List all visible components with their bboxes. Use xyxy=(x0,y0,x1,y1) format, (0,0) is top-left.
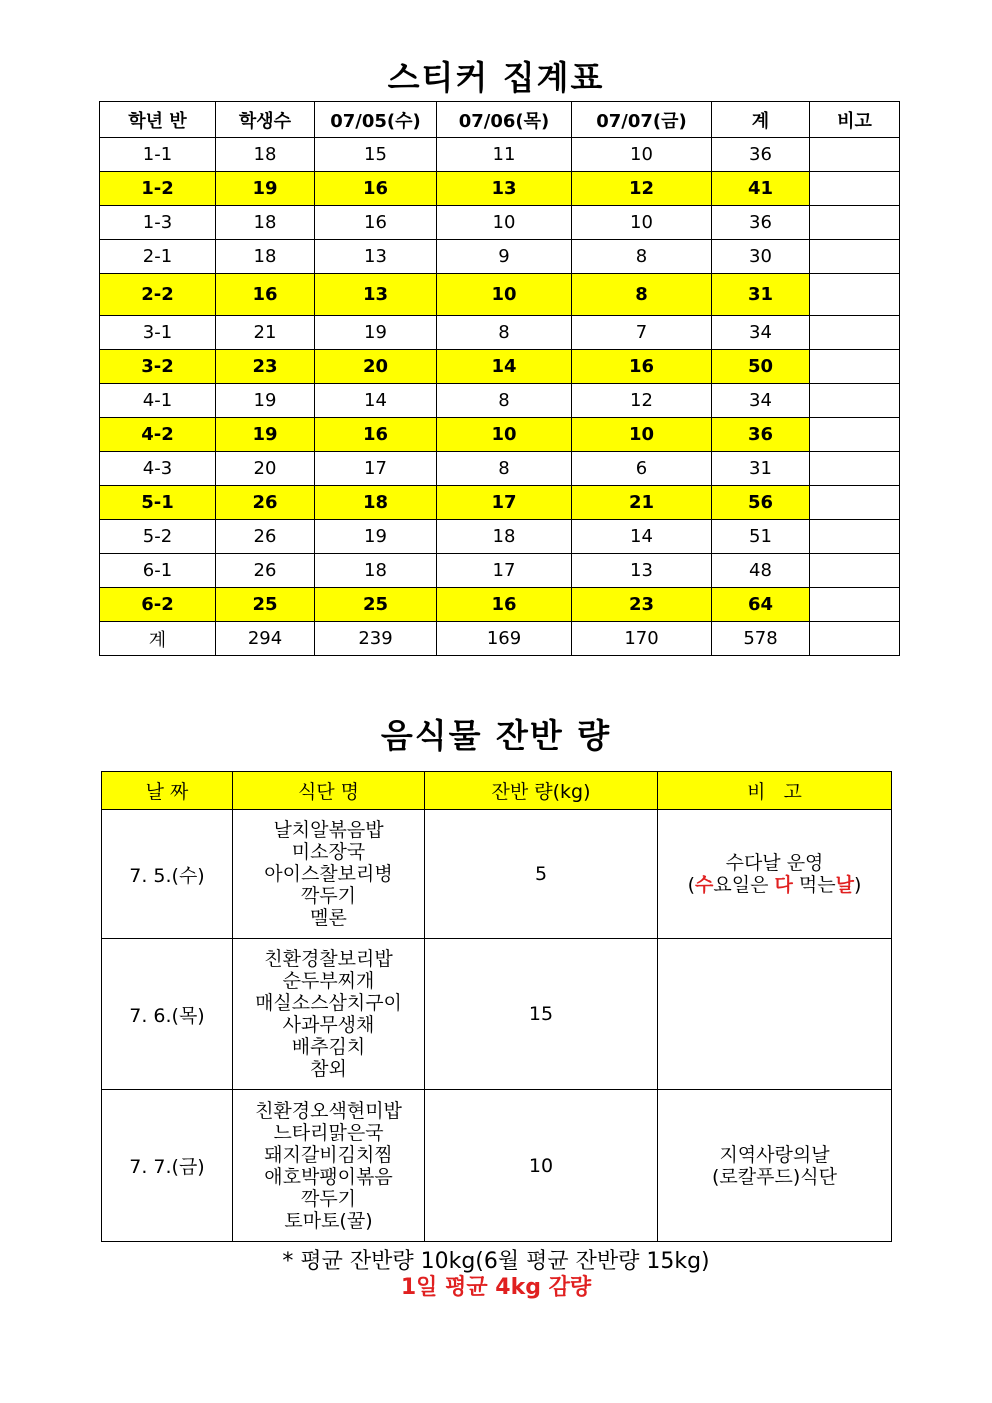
students-cell: 19 xyxy=(216,172,315,206)
remarks-text: ) xyxy=(853,874,862,896)
day-0705-cell: 15 xyxy=(315,138,437,172)
day-0706-cell: 10 xyxy=(437,274,572,316)
day-0706-cell: 8 xyxy=(437,452,572,486)
menu-item: 친환경오색현미밥 xyxy=(255,1099,402,1122)
table-row xyxy=(100,350,900,384)
sticker-table-title: 스티커 집계표 xyxy=(387,58,605,97)
students-cell: 26 xyxy=(216,554,315,588)
total-cell: 64 xyxy=(712,588,810,622)
note-cell xyxy=(810,520,900,554)
header-date: 날 짜 xyxy=(102,772,233,810)
amount-cell: 10 xyxy=(425,1090,658,1242)
menu-item: 아이스찰보리병 xyxy=(264,863,393,885)
note-cell xyxy=(810,418,900,452)
remarks-cell xyxy=(658,810,892,939)
emphasis-text: 다 xyxy=(774,874,793,896)
day-0706-cell: 16 xyxy=(437,588,572,622)
date-cell: 7. 5.(수) xyxy=(102,810,233,939)
total-cell: 41 xyxy=(712,172,810,206)
day-0705-cell: 17 xyxy=(315,452,437,486)
class-cell: 6-2 xyxy=(100,588,216,622)
day-0707-cell: 14 xyxy=(572,520,712,554)
students-cell: 20 xyxy=(216,452,315,486)
day-0707-cell: 7 xyxy=(572,316,712,350)
table-row xyxy=(100,240,900,274)
day-0705-cell: 19 xyxy=(315,520,437,554)
students-cell: 23 xyxy=(216,350,315,384)
menu-item: 멜론 xyxy=(310,907,347,929)
remarks-text: 지역사랑의날 xyxy=(719,1143,830,1166)
students-cell: 18 xyxy=(216,240,315,274)
students-cell: 19 xyxy=(216,384,315,418)
average-waste-note: * 평균 잔반량 10kg(6월 평균 잔반량 15kg) xyxy=(282,1249,710,1274)
note-cell xyxy=(810,206,900,240)
day-0705-cell: 16 xyxy=(315,418,437,452)
class-cell: 5-2 xyxy=(100,520,216,554)
class-cell: 1-3 xyxy=(100,206,216,240)
day-0707-cell: 6 xyxy=(572,452,712,486)
remarks-text: 요일은 xyxy=(713,874,775,896)
remarks-text: ( xyxy=(687,874,696,896)
class-cell: 4-2 xyxy=(100,418,216,452)
menu-item: 느타리맑은국 xyxy=(273,1121,384,1144)
day-0707-cell: 13 xyxy=(572,554,712,588)
day-0707-cell: 10 xyxy=(572,138,712,172)
table-row xyxy=(100,274,900,316)
total-day-0705-cell: 239 xyxy=(315,622,437,656)
day-0706-cell: 10 xyxy=(437,418,572,452)
day-0707-cell: 21 xyxy=(572,486,712,520)
class-cell: 3-1 xyxy=(100,316,216,350)
total-row xyxy=(100,622,900,656)
note-cell xyxy=(810,554,900,588)
remarks-text: (로칼푸드)식단 xyxy=(712,1165,837,1188)
sticker-header-row xyxy=(100,102,900,138)
menu-cell xyxy=(233,810,425,939)
note-cell xyxy=(810,350,900,384)
total-day-0707-cell: 170 xyxy=(572,622,712,656)
day-0705-cell: 18 xyxy=(315,486,437,520)
total-cell: 31 xyxy=(712,452,810,486)
table-row xyxy=(100,418,900,452)
table-row xyxy=(100,172,900,206)
header-menu: 식단 명 xyxy=(233,772,425,810)
amount-cell: 5 xyxy=(425,810,658,939)
class-cell: 5-1 xyxy=(100,486,216,520)
total-cell: 34 xyxy=(712,316,810,350)
header-note: 비고 xyxy=(810,102,900,138)
table-row xyxy=(100,554,900,588)
day-0706-cell: 14 xyxy=(437,350,572,384)
note-cell xyxy=(810,138,900,172)
day-0706-cell: 9 xyxy=(437,240,572,274)
class-cell: 6-1 xyxy=(100,554,216,588)
table-row xyxy=(100,384,900,418)
note-cell xyxy=(810,274,900,316)
total-cell: 30 xyxy=(712,240,810,274)
waste-table-title: 음식물 잔반 량 xyxy=(380,716,612,755)
remarks-text: 먹는 xyxy=(792,874,836,896)
class-cell: 1-2 xyxy=(100,172,216,206)
day-0705-cell: 13 xyxy=(315,240,437,274)
class-cell: 2-2 xyxy=(100,274,216,316)
total-cell: 56 xyxy=(712,486,810,520)
day-0705-cell: 14 xyxy=(315,384,437,418)
header-day-0706: 07/06(목) xyxy=(437,102,572,138)
students-cell: 18 xyxy=(216,138,315,172)
day-0707-cell: 8 xyxy=(572,240,712,274)
day-0705-cell: 13 xyxy=(315,274,437,316)
total-class-cell: 계 xyxy=(100,622,216,656)
note-cell xyxy=(810,240,900,274)
total-total-cell: 578 xyxy=(712,622,810,656)
emphasis-text: 날 xyxy=(835,874,854,896)
day-0707-cell: 12 xyxy=(572,384,712,418)
day-0706-cell: 8 xyxy=(437,316,572,350)
total-cell: 51 xyxy=(712,520,810,554)
day-0705-cell: 25 xyxy=(315,588,437,622)
day-0706-cell: 17 xyxy=(437,486,572,520)
header-total: 계 xyxy=(712,102,810,138)
menu-item: 사과무생채 xyxy=(282,1014,375,1036)
menu-item: 토마토(꿀) xyxy=(284,1209,373,1232)
day-0707-cell: 10 xyxy=(572,418,712,452)
day-0707-cell: 16 xyxy=(572,350,712,384)
table-row xyxy=(100,206,900,240)
list-item xyxy=(102,810,892,939)
students-cell: 16 xyxy=(216,274,315,316)
menu-item: 미소장국 xyxy=(291,841,366,863)
sticker-tally-table xyxy=(99,101,900,656)
menu-item: 참외 xyxy=(310,1058,347,1080)
emphasis-text: 수 xyxy=(695,874,714,896)
table-row xyxy=(100,138,900,172)
menu-item: 깍두기 xyxy=(300,885,357,907)
total-day-0706-cell: 169 xyxy=(437,622,572,656)
header-day-0705: 07/05(수) xyxy=(315,102,437,138)
students-cell: 26 xyxy=(216,486,315,520)
day-0706-cell: 13 xyxy=(437,172,572,206)
students-cell: 21 xyxy=(216,316,315,350)
total-cell: 34 xyxy=(712,384,810,418)
remarks-cell xyxy=(658,939,892,1090)
class-cell: 4-1 xyxy=(100,384,216,418)
note-cell xyxy=(810,452,900,486)
header-amount: 잔반 량(kg) xyxy=(425,772,658,810)
menu-item: 친환경찰보리밥 xyxy=(264,948,393,970)
students-cell: 26 xyxy=(216,520,315,554)
waste-header-row xyxy=(102,772,892,810)
total-note-cell xyxy=(810,622,900,656)
total-cell: 50 xyxy=(712,350,810,384)
menu-item: 날치알볶음밥 xyxy=(273,819,384,841)
table-row xyxy=(100,588,900,622)
total-cell: 48 xyxy=(712,554,810,588)
students-cell: 19 xyxy=(216,418,315,452)
date-cell: 7. 7.(금) xyxy=(102,1090,233,1242)
menu-cell xyxy=(233,939,425,1090)
day-0705-cell: 18 xyxy=(315,554,437,588)
table-row xyxy=(100,452,900,486)
note-cell xyxy=(810,588,900,622)
note-cell xyxy=(810,486,900,520)
total-cell: 36 xyxy=(712,418,810,452)
menu-item: 순두부찌개 xyxy=(282,970,375,992)
reduction-note: 1일 평균 4kg 감량 xyxy=(400,1275,592,1300)
menu-item: 깍두기 xyxy=(300,1187,357,1210)
day-0707-cell: 8 xyxy=(572,274,712,316)
food-waste-table xyxy=(101,771,892,1242)
day-0706-cell: 8 xyxy=(437,384,572,418)
day-0706-cell: 11 xyxy=(437,138,572,172)
table-row xyxy=(100,486,900,520)
class-cell: 3-2 xyxy=(100,350,216,384)
total-cell: 31 xyxy=(712,274,810,316)
day-0706-cell: 17 xyxy=(437,554,572,588)
menu-item: 매실소스삼치구이 xyxy=(255,992,402,1014)
day-0707-cell: 10 xyxy=(572,206,712,240)
note-cell xyxy=(810,172,900,206)
table-row xyxy=(100,520,900,554)
date-cell: 7. 6.(목) xyxy=(102,939,233,1090)
class-cell: 2-1 xyxy=(100,240,216,274)
day-0705-cell: 16 xyxy=(315,172,437,206)
list-item xyxy=(102,1090,892,1242)
total-students-cell: 294 xyxy=(216,622,315,656)
day-0707-cell: 12 xyxy=(572,172,712,206)
amount-cell: 15 xyxy=(425,939,658,1090)
header-students: 학생수 xyxy=(216,102,315,138)
day-0707-cell: 23 xyxy=(572,588,712,622)
day-0705-cell: 16 xyxy=(315,206,437,240)
total-cell: 36 xyxy=(712,206,810,240)
total-cell: 36 xyxy=(712,138,810,172)
day-0706-cell: 10 xyxy=(437,206,572,240)
header-class: 학년 반 xyxy=(100,102,216,138)
menu-item: 애호박팽이볶음 xyxy=(264,1165,393,1188)
class-cell: 1-1 xyxy=(100,138,216,172)
day-0705-cell: 20 xyxy=(315,350,437,384)
class-cell: 4-3 xyxy=(100,452,216,486)
note-cell xyxy=(810,316,900,350)
remarks-text: 수다날 운영 xyxy=(725,852,824,874)
menu-item: 배추김치 xyxy=(291,1036,366,1058)
menu-item: 돼지갈비김치찜 xyxy=(264,1143,393,1166)
day-0706-cell: 18 xyxy=(437,520,572,554)
students-cell: 18 xyxy=(216,206,315,240)
header-day-0707: 07/07(금) xyxy=(572,102,712,138)
day-0705-cell: 19 xyxy=(315,316,437,350)
menu-cell xyxy=(233,1090,425,1242)
students-cell: 25 xyxy=(216,588,315,622)
table-row xyxy=(100,316,900,350)
header-remarks: 비 고 xyxy=(658,772,892,810)
note-cell xyxy=(810,384,900,418)
remarks-cell xyxy=(658,1090,892,1242)
list-item xyxy=(102,939,892,1090)
